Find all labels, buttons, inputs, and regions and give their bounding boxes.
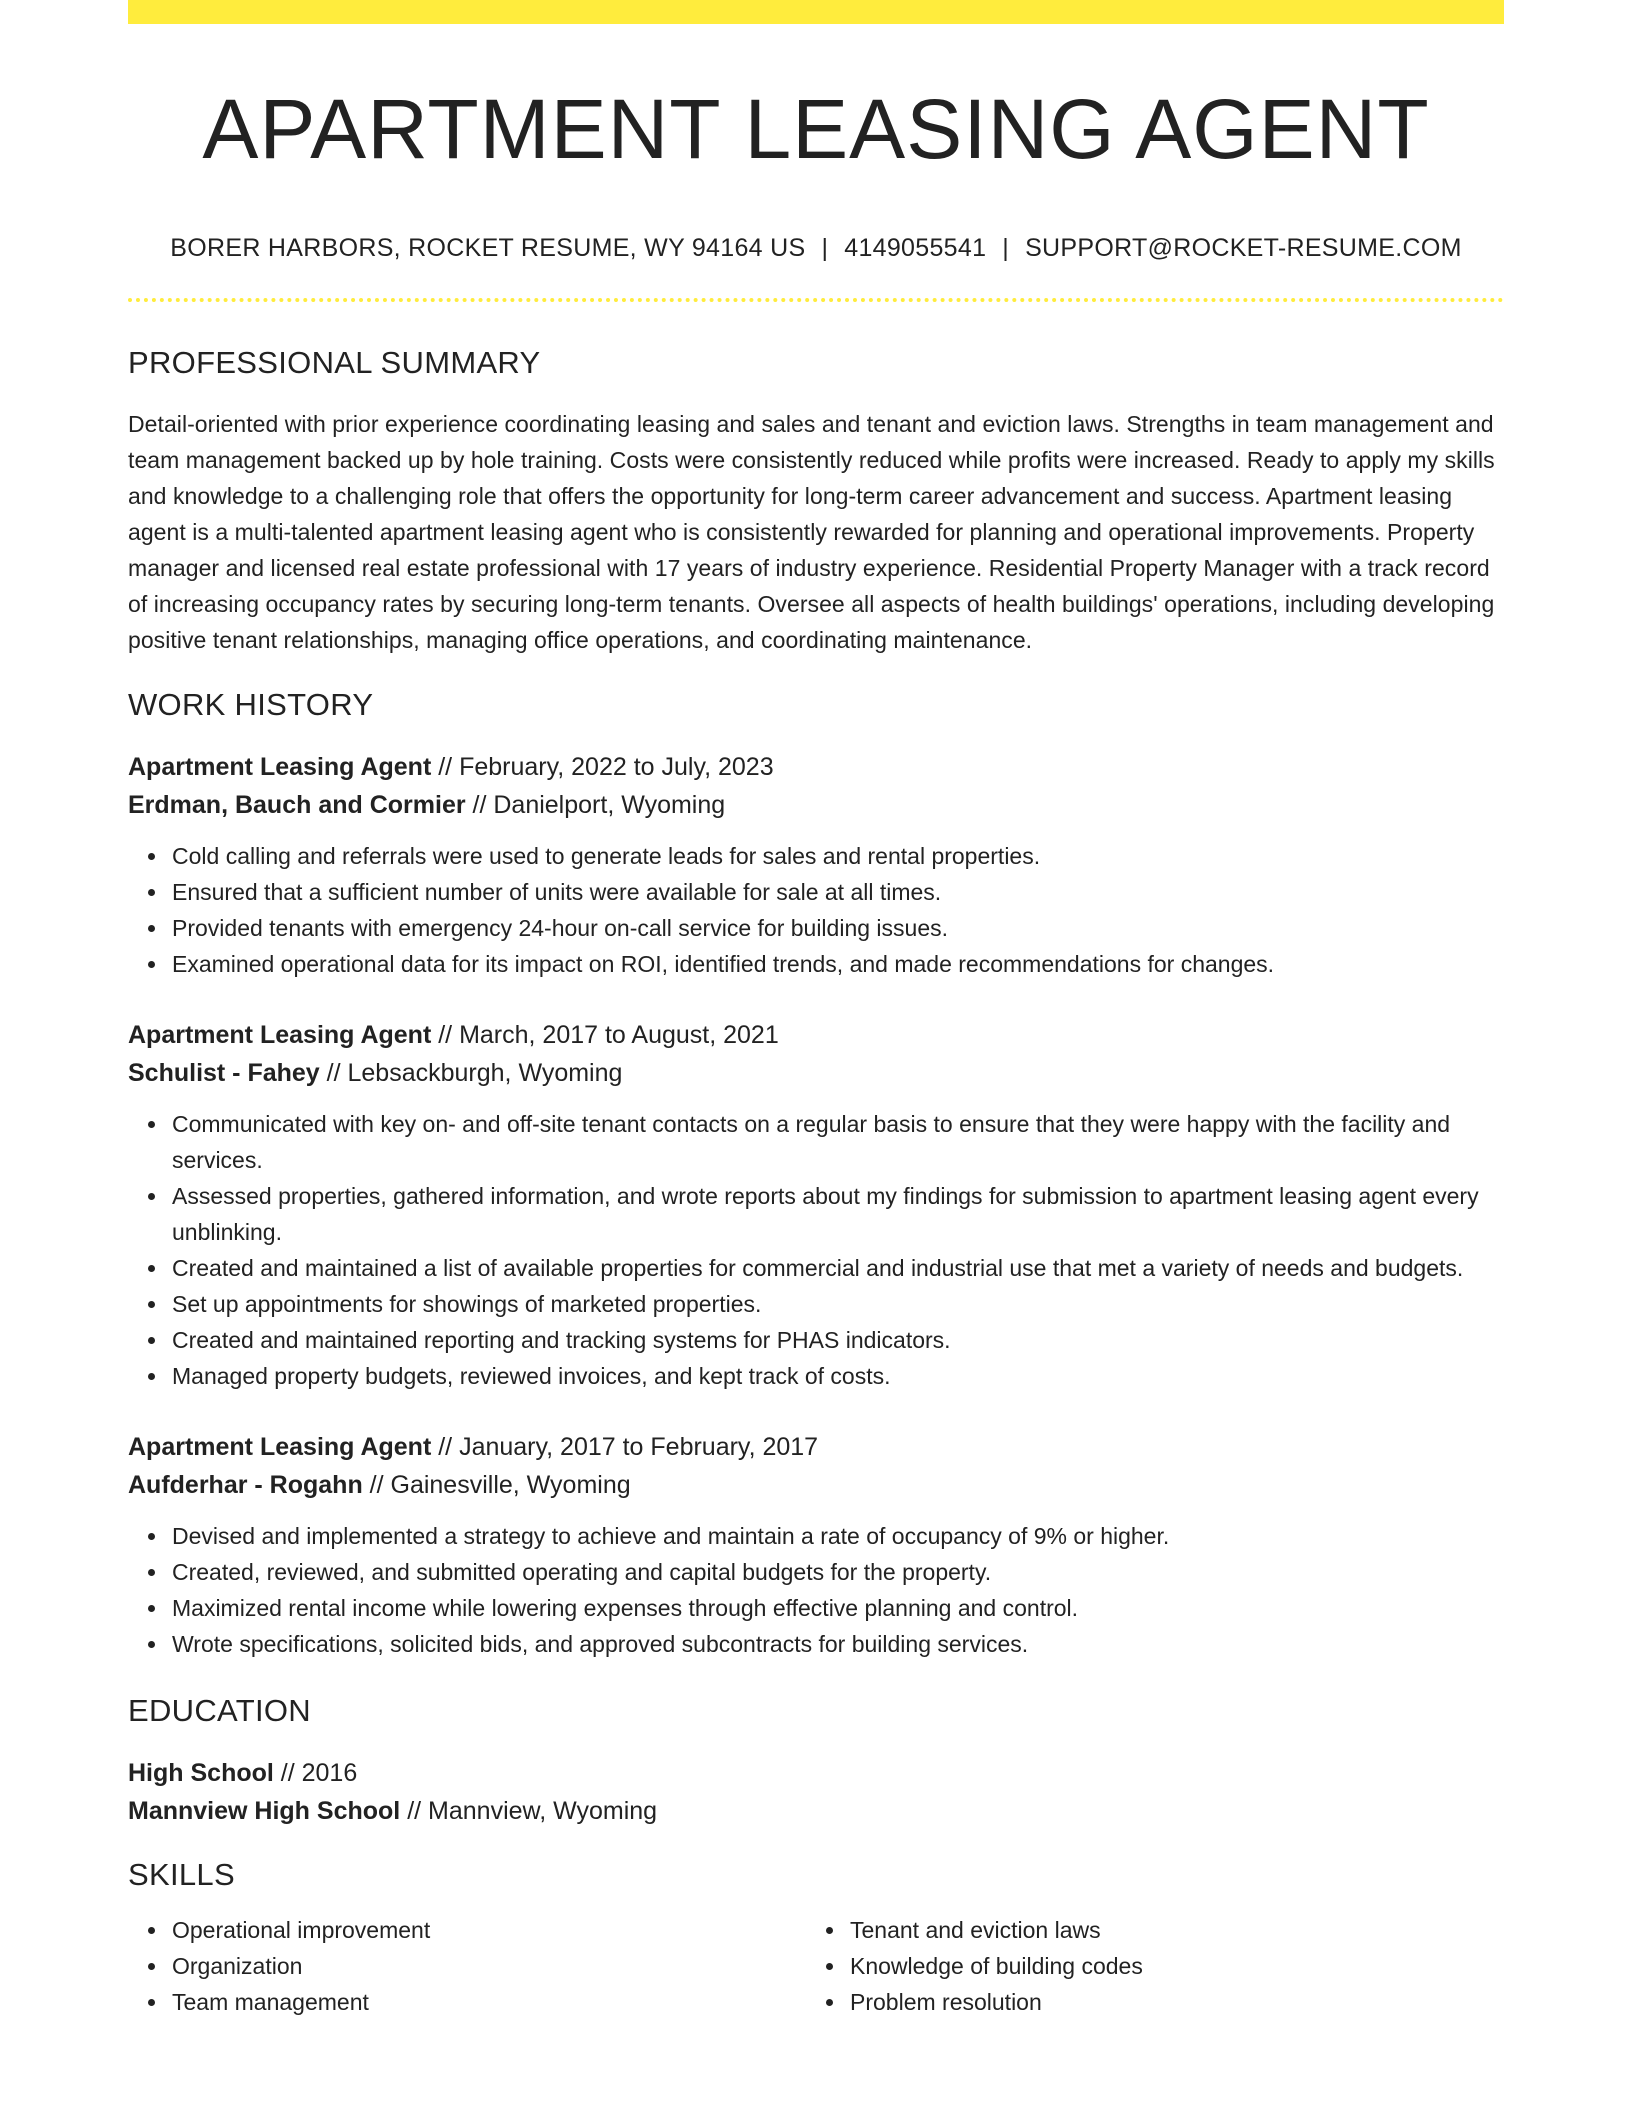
job-company: Aufderhar - Rogahn xyxy=(128,1471,363,1499)
job-location: // Danielport, Wyoming xyxy=(465,791,726,819)
job-bullet: Created and maintained reporting and tracking systems for PHAS indicators. xyxy=(172,1322,1504,1358)
job-bullet: Set up appointments for showings of marketed properties. xyxy=(172,1286,1504,1322)
job-dates: // March, 2017 to August, 2021 xyxy=(431,1021,779,1049)
job-bullet: Communicated with key on- and off-site tenant contacts on a regular basis to ensure that they were happy with the facility and services. xyxy=(172,1106,1504,1178)
education-school: Mannview High School xyxy=(128,1797,401,1825)
job-dates: // February, 2022 to July, 2023 xyxy=(431,753,774,781)
job-bullet: Devised and implemented a strategy to achieve and maintain a rate of occupancy of 9% or higher. xyxy=(172,1518,1504,1554)
job-position: Apartment Leasing Agent xyxy=(128,1433,432,1461)
contact-line xyxy=(128,233,1504,263)
job-title-line xyxy=(128,748,1504,786)
skills-heading: SKILLS xyxy=(128,1857,235,1892)
job-bullet: Created and maintained a list of available properties for commercial and industrial use that met a variety of needs and budgets. xyxy=(172,1250,1504,1286)
education-degree: High School xyxy=(128,1759,274,1787)
job-company-line xyxy=(128,1466,1504,1504)
skill-item: Problem resolution xyxy=(850,1984,1484,2020)
job-location: // Gainesville, Wyoming xyxy=(362,1471,631,1499)
education-school-line xyxy=(128,1792,1504,1830)
job-bullet: Provided tenants with emergency 24-hour on-call service for building issues. xyxy=(172,910,1504,946)
job-company: Erdman, Bauch and Cormier xyxy=(128,791,466,819)
resume-name: APARTMENT LEASING AGENT xyxy=(202,82,1430,176)
header-divider xyxy=(128,298,1504,302)
contact-separator: | xyxy=(1002,234,1010,262)
skill-item: Operational improvement xyxy=(172,1912,806,1948)
job-position: Apartment Leasing Agent xyxy=(128,753,432,781)
job-title-line xyxy=(128,1428,1504,1466)
job-bullet: Wrote specifications, solicited bids, and approved subcontracts for building services. xyxy=(172,1626,1504,1662)
summary-heading: PROFESSIONAL SUMMARY xyxy=(128,345,541,380)
job-bullet: Created, reviewed, and submitted operating and capital budgets for the property. xyxy=(172,1554,1504,1590)
job-bullet: Ensured that a sufficient number of units were available for sale at all times. xyxy=(172,874,1504,910)
skills-column-right xyxy=(806,1912,1484,2020)
job-entry xyxy=(128,748,1504,982)
job-entry xyxy=(128,1016,1504,1394)
education-location: // Mannview, Wyoming xyxy=(400,1797,658,1825)
job-company-line xyxy=(128,786,1504,824)
skill-item: Team management xyxy=(172,1984,806,2020)
work-history-heading: WORK HISTORY xyxy=(128,687,374,722)
contact-address: BORER HARBORS, ROCKET RESUME, WY 94164 US xyxy=(170,234,806,262)
skill-item: Tenant and eviction laws xyxy=(850,1912,1484,1948)
job-bullet: Cold calling and referrals were used to generate leads for sales and rental properties. xyxy=(172,838,1504,874)
job-bullets xyxy=(128,1106,1504,1394)
skill-item: Organization xyxy=(172,1948,806,1984)
education-entry xyxy=(128,1754,1504,1830)
contact-email: SUPPORT@ROCKET-RESUME.COM xyxy=(1025,234,1462,262)
resume-content xyxy=(128,0,1504,2020)
job-bullets xyxy=(128,838,1504,982)
education-year: // 2016 xyxy=(273,1759,358,1787)
job-location: // Lebsackburgh, Wyoming xyxy=(319,1059,623,1087)
job-bullet: Assessed properties, gathered information, and wrote reports about my findings for submission to apartment leasing agent every unblinking. xyxy=(172,1178,1504,1250)
job-bullet: Maximized rental income while lowering expenses through effective planning and control. xyxy=(172,1590,1504,1626)
job-bullet: Managed property budgets, reviewed invoices, and kept track of costs. xyxy=(172,1358,1504,1394)
skill-item: Knowledge of building codes xyxy=(850,1948,1484,1984)
education-degree-line xyxy=(128,1754,1504,1792)
skills-column-left xyxy=(128,1912,806,2020)
summary-text: Detail-oriented with prior experience coordinating leasing and sales and tenant and eviction laws. Strengths in team management and team management backed up by hole training. Costs were consistently reduced while profits were increased. Ready to apply my skills and knowledge to a challenging role that offers the opportunity for long-term career advancement and success. Apartment leasing agent is a multi-talented apartment leasing agent who is consistently rewarded for planning and operational improvements. Property manager and licensed real estate professional with 17 years of industry experience. Residential Property Manager with a track record of increasing occupancy rates by securing long-term tenants. Oversee all aspects of health buildings' operations, including developing positive tenant relationships, managing office operations, and coordinating maintenance. xyxy=(128,411,1495,653)
job-dates: // January, 2017 to February, 2017 xyxy=(431,1433,819,1461)
job-company: Schulist - Fahey xyxy=(128,1059,320,1087)
job-bullets xyxy=(128,1518,1504,1662)
contact-separator: | xyxy=(821,234,829,262)
job-company-line xyxy=(128,1054,1504,1092)
job-position: Apartment Leasing Agent xyxy=(128,1021,432,1049)
job-title-line xyxy=(128,1016,1504,1054)
education-heading: EDUCATION xyxy=(128,1693,311,1728)
job-bullet: Examined operational data for its impact on ROI, identified trends, and made recommendations for changes. xyxy=(172,946,1504,982)
job-entry xyxy=(128,1428,1504,1662)
contact-phone: 4149055541 xyxy=(844,234,987,262)
skills-list xyxy=(128,1912,1504,2020)
